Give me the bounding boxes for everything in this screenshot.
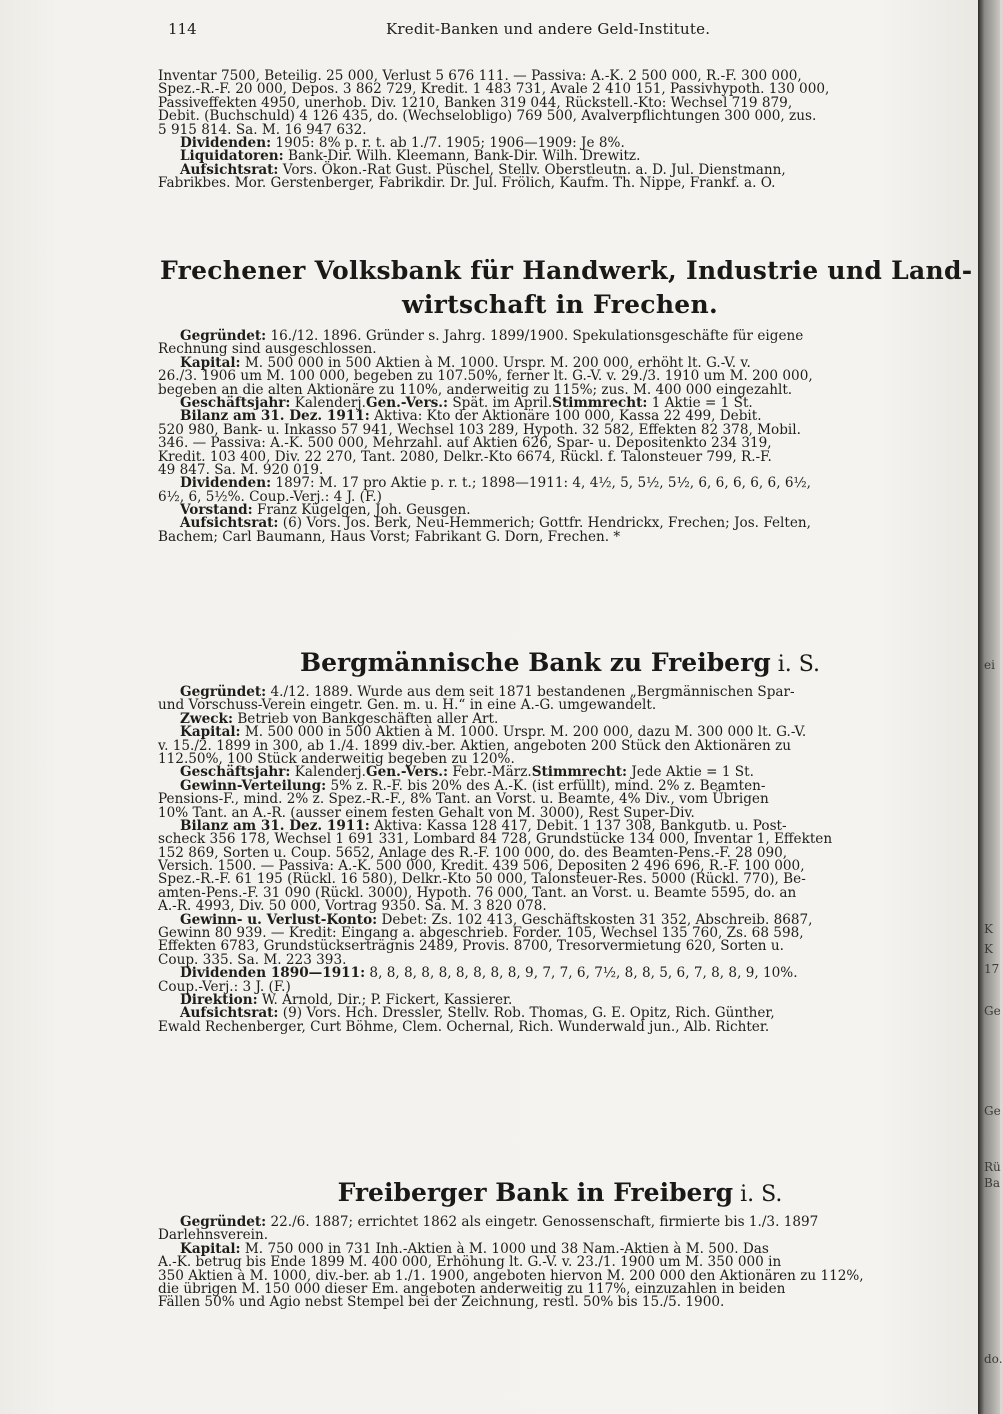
field-value: Betrieb von Bankgeschäften aller Art. bbox=[233, 710, 499, 727]
page-number: 114 bbox=[168, 20, 197, 38]
title-main: Bergmännische Bank zu Freiberg bbox=[299, 648, 771, 677]
text-line: Debit. (Buchschuld) 4 126 435, do. (Wechselobligo) 769 500, Avalverpflichtungen 300 000, zus. bbox=[158, 108, 817, 125]
text-line bbox=[158, 1018, 961, 1035]
text-line: 5 915 814. Sa. M. 16 947 632. bbox=[158, 121, 367, 138]
field-value: begeben an die alten Aktionäre zu 110%, anderweitig zu 115%; zus. M. 400 000 eingezahlt. bbox=[158, 381, 793, 398]
field-label: Gen.-Vers.: bbox=[365, 394, 449, 411]
field-value: Ewald Rechenberger, Curt Böhme, Clem. Ochernal, Rich. Wunderwald jun., Alb. Richter. bbox=[158, 1018, 770, 1035]
gutter-fragment: K bbox=[984, 922, 993, 936]
field-value: Bachem; Carl Baumann, Haus Vorst; Fabrikant G. Dorn, Frechen. * bbox=[158, 528, 621, 545]
section-title-frechener-cont: wirtschaft in Frechen. bbox=[402, 290, 718, 319]
field-value: und Vorschuss-Verein eingetr. Gen. m. u. H.“ in eine A.-G. umgewandelt. bbox=[158, 697, 657, 714]
binding-gutter bbox=[978, 0, 1003, 1414]
field-value: 1897: M. 17 pro Aktie p. r. t.; 1898—1911: 4, 4½, 5, 5½, 5½, 6, 6, 6, 6, 6, 6½, bbox=[271, 475, 811, 492]
field-value: A.-R. 4993, Div. 50 000, Vortrag 9350. Sa. M. 3 820 078. bbox=[158, 898, 547, 915]
field-label: Liquidatoren: bbox=[180, 148, 284, 165]
field-value: A.-K. betrug bis Ende 1899 M. 400 000, Erhöhung lt. G.-V. v. 23./1. 1900 um M. 350 000 in bbox=[158, 1254, 782, 1271]
field-label: Gegründet: bbox=[180, 1214, 267, 1230]
field-value: Spez.-R.-F. 61 195 (Rückl. 16 580), Delkr.-Kto 50 000, Talonsteuer-Res. 5000 (Rückl. 770), Be- bbox=[158, 871, 806, 888]
field-value: Bank-Dir. Wilh. Kleemann, Bank-Dir. Wilh. Drewitz. bbox=[283, 148, 641, 165]
gutter-fragment: 17 bbox=[984, 962, 1000, 976]
section-body-bergmaennische bbox=[158, 686, 961, 1034]
section-title-frechener: Frechener Volksbank für Handwerk, Industrie und Land- bbox=[160, 256, 973, 285]
field-value: Debet: Zs. 102 413, Geschäftskosten 31 352, Abschreib. 8687, bbox=[377, 911, 813, 928]
field-value: Kredit. 103 400, Div. 22 270, Tant. 2080, Delkr.-Kto 6674, Rückl. f. Talonsteuer 799, R.-F. bbox=[158, 448, 772, 465]
field-label: Kapital: bbox=[180, 1240, 241, 1257]
title-suffix: i. S. bbox=[770, 652, 821, 677]
text-line bbox=[158, 1216, 961, 1229]
gutter-fragment: ei bbox=[984, 658, 995, 672]
field-value: 1905: 8% p. r. t. ab 1./7. 1905; 1906—1909: Je 8%. bbox=[271, 134, 625, 151]
field-value: Fällen 50% und Agio nebst Stempel bei der Zeichnung, restl. 50% bis 15./5. 1900. bbox=[158, 1294, 725, 1311]
field-value: amten-Pens.-F. 31 090 (Rückl. 3000), Hypoth. 76 000, Tant. an Vorst. u. Beamte 5595, do. an bbox=[158, 884, 797, 901]
field-label: Vorstand: bbox=[180, 502, 253, 519]
field-value: 520 980, Bank- u. Inkasso 57 941, Wechsel 103 289, Hypoth. 32 582, Effekten 82 378, Mobil. bbox=[158, 421, 801, 438]
gutter-fragment: do. bbox=[984, 1352, 1003, 1366]
running-title: Kredit-Banken und andere Geld-Institute. bbox=[386, 20, 711, 38]
field-value: 350 Aktien à M. 1000, div.-ber. ab 1./1. 1900, angeboten hiervon M. 200 000 den Aktionären zu 112%, bbox=[158, 1267, 864, 1284]
gutter-fragment: K bbox=[984, 942, 993, 956]
gutter-fragment: Rü bbox=[984, 1160, 1001, 1174]
field-value: Darlehnsverein. bbox=[158, 1227, 269, 1244]
field-value: M. 500 000 in 500 Aktien à M. 1000. Urspr. M. 200 000, erhöht lt. G.-V. v. bbox=[240, 354, 751, 371]
field-label: Dividenden 1890—1911: bbox=[180, 965, 366, 982]
field-value: Kalenderj. bbox=[290, 394, 366, 411]
field-label: Bilanz am 31. Dez. 1911: bbox=[180, 817, 370, 834]
gutter-fragment: Ge bbox=[984, 1104, 1001, 1118]
field-value: 112.50%, 100 Stück anderweitig begeben zu 120%. bbox=[158, 750, 515, 767]
field-label: Gewinn- u. Verlust-Konto: bbox=[180, 911, 378, 928]
gutter-fragment: Ba bbox=[984, 1176, 1000, 1190]
field-value: 5% z. R.-F. bis 20% des A.-K. (ist erfüllt), mind. 2% z. Beamten- bbox=[326, 777, 766, 794]
field-value: 4./12. 1889. Wurde aus dem seit 1871 bestandenen „Bergmännischen Spar- bbox=[266, 684, 795, 700]
field-value: Kalenderj. bbox=[290, 764, 366, 781]
field-value: 6½, 6, 5½%. Coup.-Verj.: 4 J. (F.) bbox=[158, 488, 382, 505]
field-label: Aufsichtsrat: bbox=[180, 1005, 279, 1022]
field-value: Coup. 335. Sa. M. 223 393. bbox=[158, 951, 347, 968]
previous-entry-continuation bbox=[158, 70, 961, 191]
section-body-frechener bbox=[158, 330, 961, 544]
field-label: Aufsichtsrat: bbox=[180, 161, 279, 178]
field-value: Spät. im April. bbox=[448, 394, 553, 411]
field-label: Gen.-Vers.: bbox=[365, 764, 449, 781]
field-value: 10% Tant. an A.-R. (ausser einem festen Gehalt von M. 3000), Rest Super-Div. bbox=[158, 804, 695, 821]
field-value: 8, 8, 8, 8, 8, 8, 8, 8, 8, 9, 7, 7, 6, 7½, 8, 8, 5, 6, 7, 8, 8, 9, 10%. bbox=[365, 965, 798, 982]
field-label: Kapital: bbox=[180, 724, 241, 741]
field-value: Jede Aktie = 1 St. bbox=[627, 764, 754, 781]
section-title-bergmaennische bbox=[160, 648, 960, 677]
field-label: Dividenden: bbox=[180, 134, 272, 151]
field-value: 49 847. Sa. M. 920 019. bbox=[158, 461, 324, 478]
field-value: Aktiva: Kto der Aktionäre 100 000, Kassa 22 499, Debit. bbox=[369, 408, 762, 425]
field-label: Direktion: bbox=[180, 991, 258, 1008]
field-label: Zweck: bbox=[180, 710, 233, 727]
field-value: (9) Vors. Hch. Dressler, Stellv. Rob. Thomas, G. E. Opitz, Rich. Günther, bbox=[278, 1005, 775, 1022]
field-value: W. Arnold, Dir.; P. Fickert, Kassierer. bbox=[257, 991, 513, 1008]
field-value: 152 869, Sorten u. Coup. 5652, Anlage des R.-F. 100 000, do. des Beamten-Pens.-F. 28 090, bbox=[158, 844, 788, 861]
field-value: Rechnung sind ausgeschlossen. bbox=[158, 341, 377, 358]
title-suffix: i. S. bbox=[733, 1182, 783, 1207]
field-value: Versich. 1500. — Passiva: A.-K. 500 000, Kredit. 439 506, Depositen 2 496 696, R.-F. 100 000, bbox=[158, 858, 805, 875]
field-label: Geschäftsjahr: bbox=[180, 764, 291, 781]
text-line: Spez.-R.-F. 20 000, Depos. 3 862 729, Kredit. 1 483 731, Avale 2 410 151, Passivhypoth. 130 000, bbox=[158, 81, 830, 98]
field-label: Bilanz am 31. Dez. 1911: bbox=[180, 408, 370, 425]
field-value: 346. — Passiva: A.-K. 500 000, Mehrzahl. auf Aktien 626, Spar- u. Depositenkto 234 319, bbox=[158, 435, 772, 452]
field-value: 1 Aktie = 1 St. bbox=[647, 394, 753, 411]
field-label: Aufsichtsrat: bbox=[180, 515, 279, 532]
field-label: Stimmrecht: bbox=[531, 764, 627, 781]
field-value: M. 500 000 in 500 Aktien à M. 1000. Urspr. M. 200 000, dazu M. 300 000 lt. G.-V. bbox=[240, 724, 807, 741]
field-value: Febr.-März. bbox=[448, 764, 532, 781]
field-value: scheck 356 178, Wechsel 1 691 331, Lombard 84 728, Grundstücke 134 000, Inventar 1, Effekten bbox=[158, 831, 833, 848]
field-value: Effekten 6783, Grundstückserträgnis 2489, Provis. 8700, Tresorvermietung 620, Sorten u. bbox=[158, 938, 784, 955]
field-value: Gewinn 80 939. — Kredit: Eingang a. abgeschrieb. Forder. 105, Wechsel 135 760, Zs. 68 598, bbox=[158, 925, 804, 942]
text-line: Fabrikbes. Mor. Gerstenberger, Fabrikdir. Dr. Jul. Frölich, Kaufm. Th. Nippe, Frankf. a. O. bbox=[158, 175, 776, 192]
field-label: Dividenden: bbox=[180, 475, 272, 492]
field-label: Kapital: bbox=[180, 354, 241, 371]
field-value: Pensions-F., mind. 2% z. Spez.-R.-F., 8% Tant. an Vorst. u. Beamte, 4% Div., vom Übrigen bbox=[158, 791, 769, 808]
text-line bbox=[158, 528, 961, 545]
section-body-freiberger bbox=[158, 1216, 961, 1310]
field-value: Coup.-Verj.: 3 J. (F.) bbox=[158, 978, 291, 995]
page-header bbox=[168, 20, 958, 44]
field-value: 22./6. 1887; errichtet 1862 als eingetr. Genossenschaft, firmierte bis 1./3. 1897 bbox=[266, 1214, 819, 1230]
gutter-fragment: Ge bbox=[984, 1004, 1001, 1018]
field-value: Vors. Ökon.-Rat Gust. Püschel, Stellv. Oberstleutn. a. D. Jul. Dienstmann, bbox=[278, 161, 786, 178]
title-main: Freiberger Bank in Freiberg bbox=[337, 1178, 734, 1207]
text-line bbox=[158, 1296, 961, 1309]
field-value: Franz Kügelgen, Joh. Geusgen. bbox=[252, 502, 471, 519]
section-title-freiberger bbox=[160, 1178, 960, 1207]
field-value: 16./12. 1896. Gründer s. Jahrg. 1899/1900. Spekulationsgeschäfte für eigene bbox=[266, 328, 804, 344]
field-label: Stimmrecht: bbox=[552, 394, 648, 411]
field-label: Geschäftsjahr: bbox=[180, 394, 291, 411]
field-value: (6) Vors. Jos. Berk, Neu-Hemmerich; Gottfr. Hendrickx, Frechen; Jos. Felten, bbox=[278, 515, 811, 532]
field-value: v. 15./2. 1899 in 300, ab 1./4. 1899 div.-ber. Aktien, angeboten 200 Stück den Aktionären zu bbox=[158, 737, 792, 754]
field-value: 26./3. 1906 um M. 100 000, begeben zu 107.50%, ferner lt. G.-V. v. 29./3. 1910 um M. 200 000, bbox=[158, 368, 813, 385]
field-value: Aktiva: Kassa 128 417, Debit. 1 137 308, Bankgutb. u. Post- bbox=[369, 817, 787, 834]
field-label: Gewinn-Verteilung: bbox=[180, 777, 327, 794]
field-label: Gegründet: bbox=[180, 328, 267, 344]
text-line: Passiveffekten 4950, unerhob. Div. 1210, Banken 319 044, Rückstell.-Kto: Wechsel 719 879, bbox=[158, 94, 793, 111]
field-label: Gegründet: bbox=[180, 684, 267, 700]
field-value: die übrigen M. 150 000 dieser Em. angeboten anderweitig zu 117%, einzuzahlen in beiden bbox=[158, 1280, 786, 1297]
field-value: M. 750 000 in 731 Inh.-Aktien à M. 1000 und 38 Nam.-Aktien à M. 500. Das bbox=[240, 1240, 769, 1257]
text-line: Inventar 7500, Beteilig. 25 000, Verlust 5 676 111. — Passiva: A.-K. 2 500 000, R.-F. 300 000, bbox=[158, 68, 802, 84]
